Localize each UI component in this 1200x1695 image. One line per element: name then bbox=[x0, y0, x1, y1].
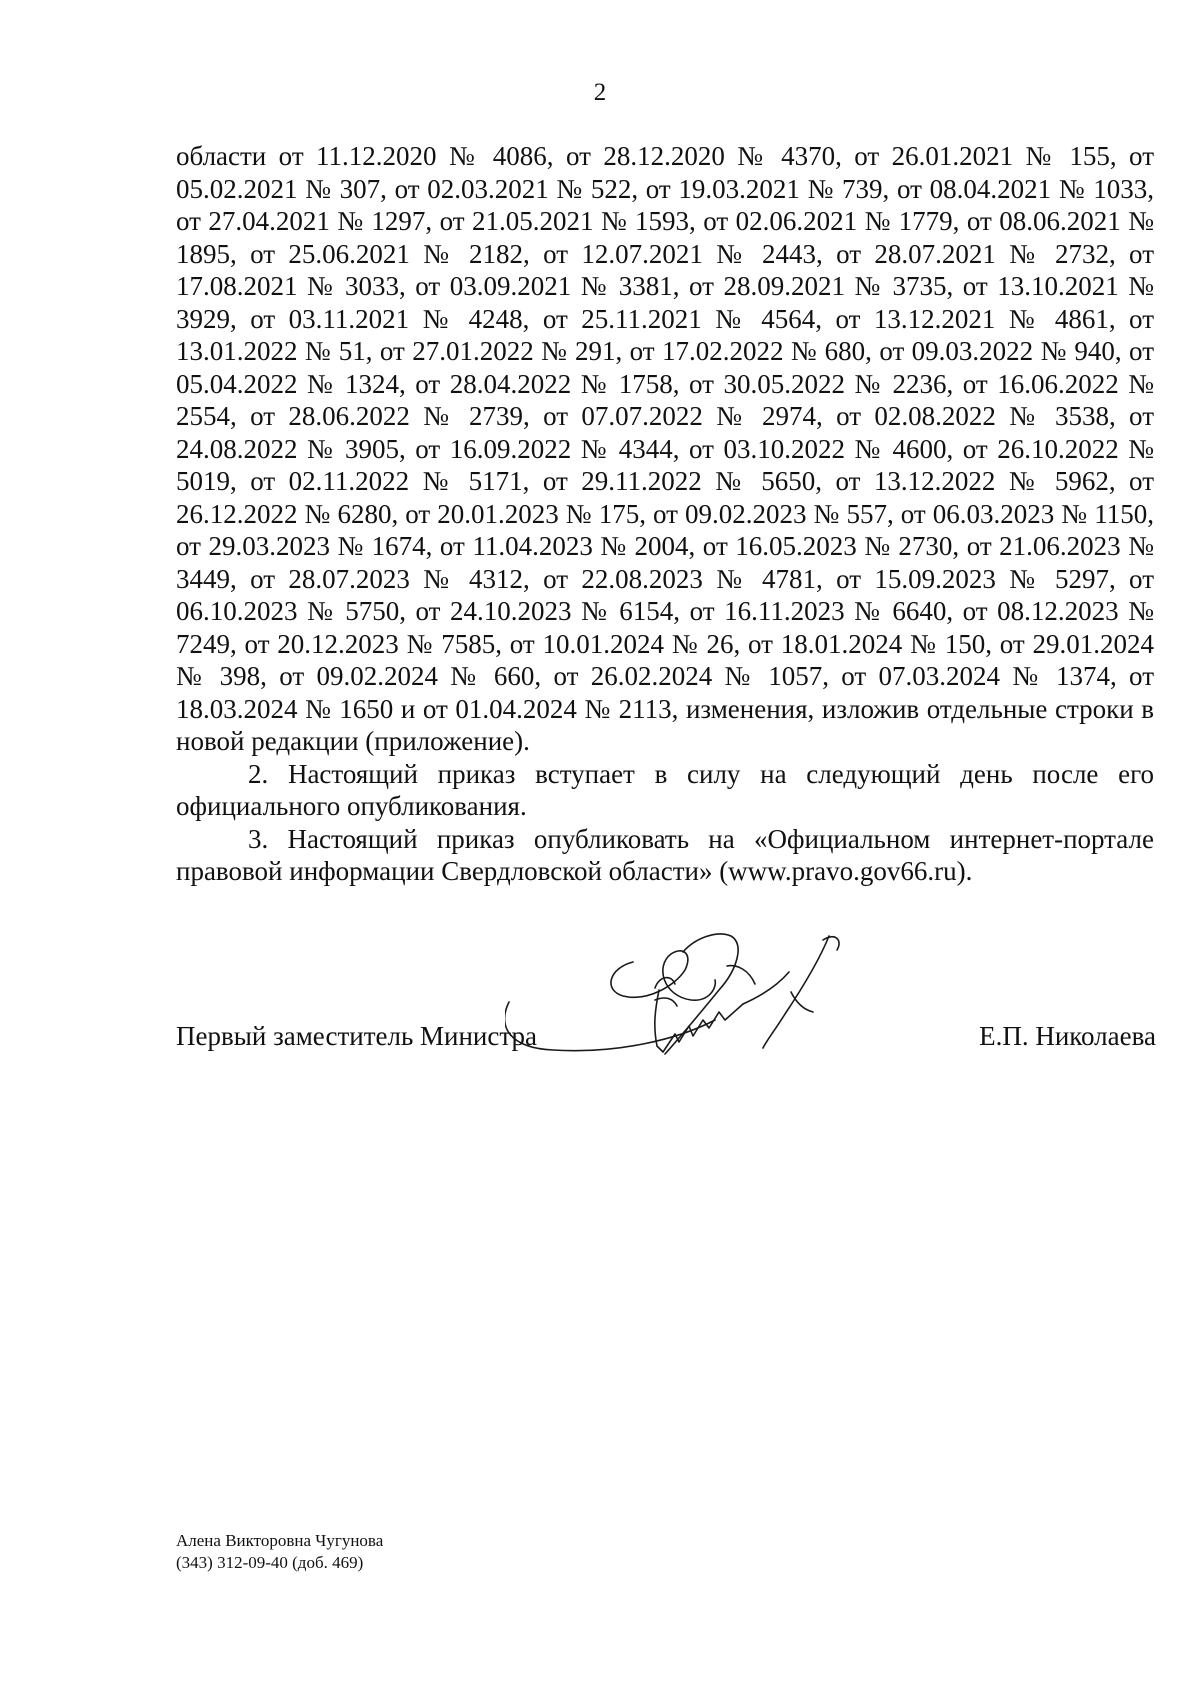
signature-block bbox=[176, 1020, 1156, 1060]
paragraph-1-continuation: области от 11.12.2020 № 4086, от 28.12.2020 № 4370, от 26.01.2021 № 155, от 05.02.2021 № 307, от 02.03.2021 № 522, от 19.03.2021 № 739, от 08.04.2021 № 1033, от 27.04.2021 № 1297, от 21.05.2021 № 1593, от 02.06.2021 № 1779, от 08.06.2021 № 1895, от 25.06.2021 № 2182, от 12.07.2021 № 2443, от 28.07.2021 № 2732, от 17.08.2021 № 3033, от 03.09.2021 № 3381, от 28.09.2021 № 3735, от 13.10.2021 № 3929, от 03.11.2021 № 4248, от 25.11.2021 № 4564, от 13.12.2021 № 4861, от 13.01.2022 № 51, от 27.01.2022 № 291, от 17.02.2022 № 680, от 09.03.2022 № 940, от 05.04.2022 № 1324, от 28.04.2022 № 1758, от 30.05.2022 № 2236, от 16.06.2022 № 2554, от 28.06.2022 № 2739, от 07.07.2022 № 2974, от 02.08.2022 № 3538, от 24.08.2022 № 3905, от 16.09.2022 № 4344, от 03.10.2022 № 4600, от 26.10.2022 № 5019, от 02.11.2022 № 5171, от 29.11.2022 № 5650, от 13.12.2022 № 5962, от 26.12.2022 № 6280, от 20.01.2023 № 175, от 09.02.2023 № 557, от 06.03.2023 № 1150, от 29.03.2023 № 1674, от 11.04.2023 № 2004, от 16.05.2023 № 2730, от 21.06.2023 № 3449, от 28.07.2023 № 4312, от 22.08.2023 № 4781, от 15.09.2023 № 5297, от 06.10.2023 № 5750, от 24.10.2023 № 6154, от 16.11.2023 № 6640, от 08.12.2023 № 7249, от 20.12.2023 № 7585, от 10.01.2024 № 26, от 18.01.2024 № 150, от 29.01.2024 № 398, от 09.02.2024 № 660, от 26.02.2024 № 1057, от 07.03.2024 № 1374, от 18.03.2024 № 1650 и от 01.04.2024 № 2113, изменения, изложив отдельные строки в новой редакции (приложение). bbox=[176, 141, 1154, 756]
document-body bbox=[176, 140, 1154, 888]
executor-phone: (343) 312-09-40 (доб. 469) bbox=[176, 1553, 364, 1572]
paragraph-3: 3. Настоящий приказ опубликовать на «Официальном интернет-портале правовой информации Свердловской области» (www.pravo.gov66.ru). bbox=[176, 823, 1154, 886]
signer-position: Первый заместитель Министра bbox=[176, 1021, 537, 1051]
signer-name: Е.П. Николаева bbox=[979, 1021, 1156, 1051]
executor-info bbox=[176, 1530, 383, 1574]
paragraph-2: 2. Настоящий приказ вступает в силу на следующий день после его официального опубликования. bbox=[176, 758, 1154, 821]
page-number: 2 bbox=[593, 79, 607, 106]
executor-name: Алена Викторовна Чугунова bbox=[176, 1531, 384, 1550]
